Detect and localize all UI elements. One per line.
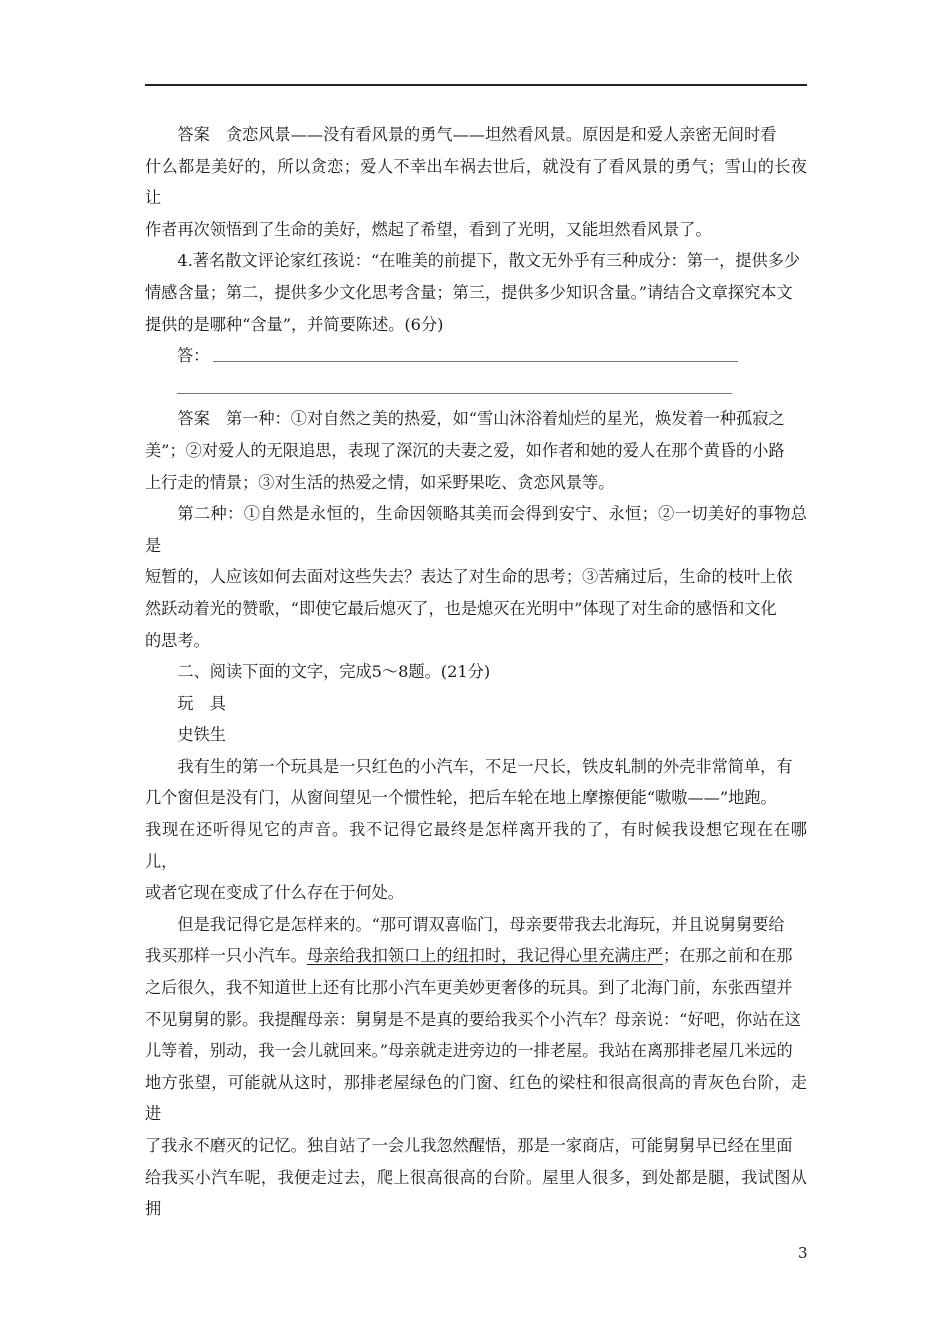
text-line: 但是我记得它是怎样来的。“那可谓双喜临门，母亲要带我去北海玩，并且说舅舅要给: [177, 914, 785, 934]
article-title: 玩 具: [177, 693, 226, 713]
text-segment: ；在那之前和在那: [663, 946, 793, 966]
text-line: 我有生的第一个玩具是一只红色的小汽车，不足一尺长，铁皮轧制的外壳非常简单，有: [177, 756, 793, 776]
text-line: 不见舅舅的影。我提醒母亲：舅舅是不是真的要给我买个小汽车？母亲说：“好吧，你站在这: [145, 1009, 801, 1029]
page-number: 3: [798, 1244, 808, 1262]
text-line: 给我买小汽车呢，我便走过去，爬上很高很高的台阶。屋里人很多，到处都是腿，我试图从拥: [145, 1167, 807, 1219]
answer-3: [145, 119, 807, 245]
answer-blank-line: [145, 372, 807, 404]
text-line: 4.著名散文评论家红孩说：“在唯美的前提下，散文无外乎有三种成分：第一，提供多少: [177, 251, 801, 271]
answer-blank-line: [145, 340, 807, 372]
text-line: 答案 贪恋风景——没有看风景的勇气——坦然看风景。原因是和爱人亲密无间时看: [177, 125, 777, 144]
text-line: 我现在还听得见它的声音。我不记得它最终是怎样离开我的了，有时候我设想它现在在哪儿，: [145, 820, 807, 871]
section-heading: 二、阅读下面的文字，完成5～8题。(21分): [177, 662, 491, 682]
text-line: 作者再次领悟到了生命的美好，燃起了希望，看到了光明，又能坦然看风景了。: [145, 219, 712, 239]
text-line: 或者它现在变成了什么存在于何处。: [145, 883, 404, 903]
text-line: 提供的是哪种“含量”，并简要陈述。(6分): [145, 314, 444, 334]
text-line: 短暂的，人应该如何去面对这些失去？表达了对生命的思考；③苦痛过后，生命的枝叶上依: [145, 567, 793, 587]
underlined-sentence: 母亲给我扣领口上的纽扣时，我记得心里充满庄严: [306, 946, 663, 966]
text-line: 第二种：①自然是永恒的，生命因领略其美而会得到安宁、永恒；②一切美好的事物总是: [145, 504, 807, 555]
section-2: [145, 656, 807, 751]
text-line: [145, 940, 807, 972]
answer-4: [145, 403, 807, 656]
text-line: 情感含量；第二，提供多少文化思考含量；第三，提供多少知识含量。”请结合文章探究本文: [145, 282, 793, 302]
question-4: [145, 245, 807, 403]
passage: [145, 751, 807, 1225]
text-line: 的思考。: [145, 630, 210, 650]
answer-underline: [213, 361, 738, 362]
text-line: 了我永不磨灭的记忆。独自站了一会儿我忽然醒悟，那是一家商店，可能舅舅早已经在里面: [145, 1136, 793, 1155]
answer-label: 答：: [177, 346, 210, 366]
text-line: 地方张望，可能就从这时，那排老屋绿色的门窗、红色的梁柱和很高很高的青灰色台阶，走进: [145, 1072, 807, 1124]
answer-underline: [177, 393, 732, 394]
text-line: 之后很久，我不知道世上还有比那小汽车更美妙更奢侈的玩具。到了北海门前，东张西望并: [145, 978, 793, 998]
text-line: 什么都是美好的，所以贪恋；爱人不幸出车祸去世后，就没有了看风景的勇气；雪山的长夜让: [145, 156, 807, 208]
page-body: [145, 119, 807, 1225]
text-line: 然跃动着光的赞歌，“即使它最后熄灭了，也是熄灭在光明中”体现了对生命的感悟和文化: [145, 598, 777, 618]
text-line: 几个窗但是没有门，从窗间望见一个惯性轮，把后车轮在地上摩擦便能“嗷嗷——”地跑。: [145, 788, 777, 808]
header-rule: [145, 84, 807, 86]
article-author: 史铁生: [177, 725, 226, 745]
text-line: 上行走的情景；③对生活的热爱之情，如采野果吃、贪恋风景等。: [145, 472, 615, 492]
text-line: 答案 第一种：①对自然之美的热爱，如“雪山沐浴着灿烂的星光，焕发着一种孤寂之: [177, 409, 785, 429]
text-line: 儿等着，别动，我一会儿就回来。”母亲就走进旁边的一排老屋。我站在离那排老屋几米远的: [145, 1041, 793, 1061]
text-segment: 我买那样一只小汽车。: [145, 946, 307, 966]
text-line: 美”；②对爱人的无限追思，表现了深沉的夫妻之爱，如作者和她的爱人在那个黄昏的小路: [145, 440, 785, 460]
